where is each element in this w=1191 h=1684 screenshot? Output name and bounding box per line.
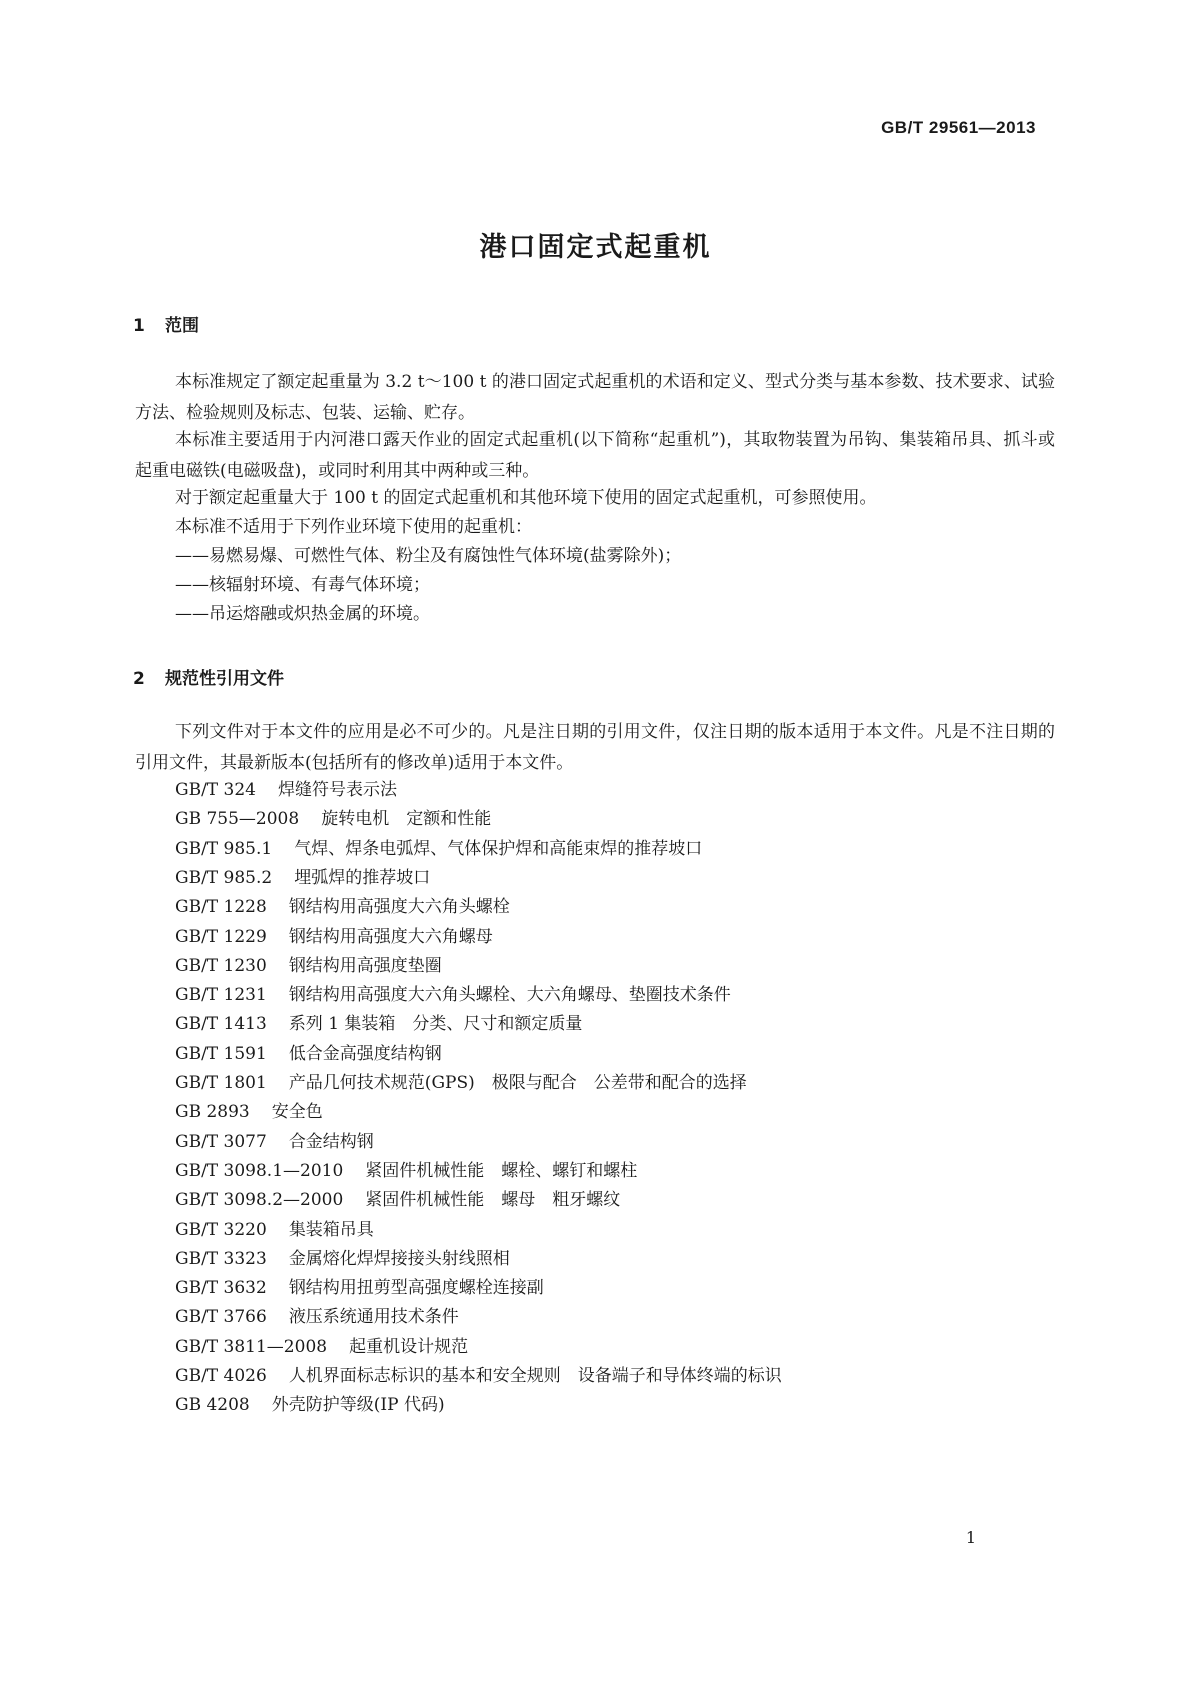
reference-title: 钢结构用高强度大六角头螺栓、大六角螺母、垫圈技术条件 [288, 985, 731, 1006]
reference-title: 钢结构用高强度大六角头螺栓 [288, 897, 510, 918]
reference-item [175, 1185, 620, 1216]
reference-item [175, 1127, 374, 1158]
section-1-title: 范围 [165, 316, 199, 336]
reference-title: 钢结构用扭剪型高强度螺栓连接副 [288, 1278, 544, 1299]
reference-code: GB/T 1413 [175, 1014, 267, 1035]
reference-item [175, 980, 731, 1011]
reference-code: GB/T 3077 [175, 1131, 267, 1152]
reference-item [175, 1361, 782, 1392]
section-2-heading [133, 664, 284, 689]
reference-title: 气焊、焊条电弧焊、气体保护焊和高能束焊的推荐坡口 [294, 838, 703, 859]
reference-code: GB/T 1231 [175, 985, 267, 1006]
page-number: 1 [965, 1528, 976, 1547]
section-2-intro: 下列文件对于本文件的应用是必不可少的。凡是注日期的引用文件，仅注日期的版本适用于本文件。凡是不注日期的引用文件，其最新版本(包括所有的修改单)适用于本文件。 [135, 722, 1055, 773]
reference-title: 钢结构用高强度垫圈 [288, 955, 442, 976]
reference-title: 安全色 [271, 1102, 323, 1123]
exclusion-item: ——核辐射环境、有毒气体环境； [175, 575, 430, 595]
reference-code: GB/T 1591 [175, 1043, 267, 1064]
reference-item [175, 1097, 323, 1128]
reference-code: GB/T 985.2 [175, 867, 273, 888]
reference-title: 埋弧焊的推荐坡口 [294, 867, 431, 888]
reference-code: GB/T 3098.1—2010 [175, 1160, 344, 1181]
section-1-line: 本标准不适用于下列作业环境下使用的起重机： [175, 517, 532, 537]
reference-item [175, 1068, 747, 1099]
reference-item [175, 1215, 374, 1246]
reference-title: 系列 1 集装箱 分类、尺寸和额定质量 [288, 1014, 583, 1035]
reference-title: 起重机设计规范 [349, 1336, 469, 1357]
reference-item [175, 1156, 637, 1187]
reference-item [175, 1302, 459, 1333]
standard-code: GB/T 29561—2013 [881, 118, 1036, 137]
reference-item [175, 1244, 510, 1275]
reference-code: GB 755—2008 [175, 809, 300, 830]
reference-title: 人机界面标志标识的基本和安全规则 设备端子和导体终端的标识 [288, 1366, 782, 1386]
reference-code: GB/T 3766 [175, 1307, 267, 1328]
section-1-paragraph: 本标准规定了额定起重量为 3.2 t～100 t 的港口固定式起重机的术语和定义、型式分类与基本参数、技术要求、试验方法、检验规则及标志、包装、运输、贮存。 [135, 372, 1055, 423]
reference-code: GB/T 4026 [175, 1366, 267, 1386]
reference-code: GB/T 1228 [175, 897, 267, 918]
reference-title: 焊缝符号表示法 [278, 780, 397, 800]
reference-code: GB/T 3323 [175, 1248, 267, 1269]
section-1-heading [133, 311, 199, 336]
section-1-paragraph: 本标准主要适用于内河港口露天作业的固定式起重机(以下简称“起重机”)，其取物装置为吊钩、集装箱吊具、抓斗或起重电磁铁(电磁吸盘)，或同时利用其中两种或三种。 [135, 430, 1055, 481]
reference-item [175, 1390, 445, 1421]
document-title: 港口固定式起重机 [479, 232, 712, 263]
reference-item [175, 804, 491, 835]
reference-code: GB 4208 [175, 1395, 250, 1416]
reference-code: GB/T 1230 [175, 955, 267, 976]
reference-title: 合金结构钢 [288, 1131, 374, 1152]
reference-title: 低合金高强度结构钢 [288, 1043, 442, 1064]
section-2-title: 规范性引用文件 [165, 669, 284, 689]
reference-item [175, 951, 442, 982]
reference-title: 外壳防护等级(IP 代码) [271, 1395, 445, 1416]
exclusion-item: ——易燃易爆、可燃性气体、粉尘及有腐蚀性气体环境(盐雾除外)； [175, 546, 682, 566]
section-2-number: 2 [133, 669, 145, 689]
reference-code: GB/T 324 [175, 780, 256, 800]
reference-title: 金属熔化焊焊接接头射线照相 [288, 1248, 510, 1269]
reference-code: GB/T 3632 [175, 1278, 267, 1299]
section-1-number: 1 [133, 316, 145, 336]
reference-item [175, 1009, 582, 1040]
reference-item [175, 892, 510, 923]
reference-code: GB/T 3098.2—2000 [175, 1190, 344, 1211]
reference-code: GB/T 1801 [175, 1073, 267, 1093]
reference-code: GB/T 3811—2008 [175, 1336, 328, 1357]
reference-title: 集装箱吊具 [288, 1219, 374, 1240]
reference-item [175, 1039, 442, 1070]
section-1-line: 对于额定起重量大于 100 t 的固定式起重机和其他环境下使用的固定式起重机，可参照使用。 [175, 488, 877, 508]
reference-code: GB/T 1229 [175, 926, 267, 947]
reference-item [175, 1332, 468, 1363]
reference-item [175, 775, 397, 806]
reference-code: GB 2893 [175, 1102, 250, 1123]
reference-title: 紧固件机械性能 螺母 粗牙螺纹 [365, 1190, 621, 1211]
reference-title: 钢结构用高强度大六角螺母 [288, 926, 493, 947]
reference-item [175, 834, 702, 865]
reference-item [175, 863, 430, 894]
reference-title: 产品几何技术规范(GPS) 极限与配合 公差带和配合的选择 [288, 1073, 747, 1093]
reference-title: 旋转电机 定额和性能 [321, 809, 492, 830]
reference-item [175, 1273, 544, 1304]
reference-item [175, 922, 493, 953]
reference-code: GB/T 985.1 [175, 838, 273, 859]
reference-title: 液压系统通用技术条件 [288, 1307, 459, 1328]
exclusion-item: ——吊运熔融或炽热金属的环境。 [175, 604, 430, 624]
reference-title: 紧固件机械性能 螺栓、螺钉和螺柱 [365, 1160, 638, 1181]
reference-code: GB/T 3220 [175, 1219, 267, 1240]
